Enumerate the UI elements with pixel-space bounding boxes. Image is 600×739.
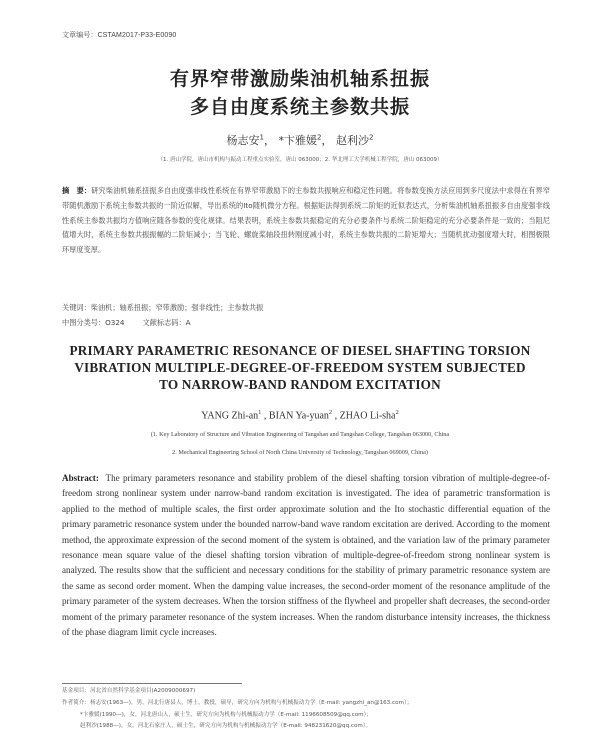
- title-en-line-1: PRIMARY PARAMETRIC RESONANCE OF DIESEL SHAFTING TORSION: [69, 343, 531, 358]
- footnote-author-2: *卞雅媛(1990—)，女，河北唐山人，硕士生，研究方向为机构与机械振动力学（E-mail: 1196608509@qq.com）；: [80, 711, 372, 718]
- author-zh-separator: ，: [264, 134, 279, 147]
- author-zh-1: 杨志安: [226, 134, 260, 147]
- footnote-fund: 基金项目：河北省自然科学基金项目(A2009000697): [62, 688, 196, 694]
- footnote-author-1: 作者简介：杨志安(1963—)，男，河北行唐县人，博士，教授，硕导，研究方向为机构与机械振动力学（E-mail: yangzhi_an@163.com）；: [62, 699, 413, 706]
- author-en-3: ZHAO Li-sha: [339, 410, 396, 422]
- clc-number: 中图分类号：O324: [62, 318, 125, 327]
- article-number: 文章编号：CSTAM2017-P33-E0090: [62, 32, 177, 39]
- abstract-en-label: Abstract:: [62, 473, 99, 483]
- author-en-3-affil-mark: 2: [395, 409, 399, 416]
- author-en-separator: ,: [261, 410, 269, 422]
- abstract-zh-label: 摘 要：: [62, 186, 92, 195]
- author-en-2-affil-mark: 2: [328, 409, 333, 416]
- keywords-zh-text: 柴油机；轴系扭振；窄带激励；强非线性；主参数共振: [90, 303, 264, 312]
- authors-zh: [0, 132, 600, 148]
- footnotes: [62, 686, 550, 733]
- affiliation-en-line-2: 2. Mechanical Engineering School of North China University of Technology, Tangshan 069009, China): [172, 449, 428, 456]
- abstract-zh: [62, 184, 550, 258]
- author-zh-separator: ，: [321, 134, 336, 147]
- author-en-1: YANG Zhi-an: [201, 410, 259, 422]
- title-zh-line-2: 多自由度系统主参数共振: [189, 96, 410, 118]
- author-en-separator: ,: [332, 410, 340, 422]
- abstract-en-text: The primary parameters resonance and stability problem of the diesel shafting torsion vibration of multiple-degree-of-freedom strong nonlinear system under narrow-band random excitation is investigated. The idea of parametric transformation is applied to the method of multiple scales, the first order approximate solution and the Ito stochastic differential equation of the primary parametric resonance system under the bounded narrow-band wave random excitation are derived. According to the moment method, the approximate expression of the second moment of the system is obtained, and the variation law of the primary parameter resonance mean square value of the diesel shafting torsion vibration of multiple-degree-of-freedom strong nonlinear system is analyzed. The results show that the sufficient and necessary conditions for the stability of primary parametric resonance system are the same as second order moment. When the damping value increases, the second-order moment of the resonance amplitude of the primary parameter of the system decreases. When the torsion stiffness of the flywheel and propeller shaft decreases, the second-order moment of the primary parameter resonance of the system increases. When the random disturbance intensity increases, the thickness of the phase diagram limit cycle increases.: [62, 473, 551, 638]
- author-zh-2: *卞雅媛: [278, 134, 318, 147]
- footnote-divider: [62, 683, 242, 684]
- author-en-2: BIAN Ya-yuan: [268, 410, 329, 422]
- author-zh-2-affil-mark: 2: [317, 133, 322, 142]
- keywords-zh-label: 关键词：: [62, 303, 91, 312]
- title-en-line-2: VIBRATION MULTIPLE-DEGREE-OF-FREEDOM SYSTEM SUBJECTED: [74, 360, 526, 375]
- classification-zh: [62, 318, 209, 328]
- document-code: 文献标志码：A: [142, 318, 191, 327]
- title-en-line-3: TO NARROW-BAND RANDOM EXCITATION: [159, 377, 441, 392]
- author-zh-1-affil-mark: 1: [259, 133, 265, 142]
- affiliation-en-line-1: (1. Key Laboratory of Structure and Vibration Engineering of Tangshan and Tangshan College, Tangshan 063000, China: [150, 431, 450, 438]
- footnote-author-3: 赵利沙(1988—)，女，河北石家庄人，硕士生，研究方向为机构与机械振动力学（E-mail: 948231620@qq.com）。: [80, 723, 372, 730]
- abstract-zh-text: 研究柴油机轴系扭振多自由度强非线性系统在有界窄带激励下的主参数共振响应和稳定性问题。将参数变换方法应用到多尺度法中求得在有界窄带随机激励下系统主参数共振的一阶近似解，导出系统的Ito随机微分方程。根据矩法得到系统二阶矩的近似表达式，分析柴油机轴系扭振多自由度强非线性系统主参数共振均方值响应随各参数的变化规律。结果表明，系统主参数共振稳定的充分必要条件与系统二阶矩稳定的充分必要条件是一致的；当阻尼值增大时，系统主参数共振振幅的二阶矩减小；当飞轮、螺旋桨轴段扭转刚度减小时，系统主参数共振的二阶矩增大；当随机扰动强度增大时，相图极限环厚度变厚。: [62, 186, 550, 255]
- author-zh-3: 赵利沙: [335, 134, 369, 147]
- author-zh-3-affil-mark: 2: [368, 133, 374, 142]
- title-zh-line-1: 有界窄带激励柴油机轴系扭振: [169, 68, 430, 90]
- affiliation-zh: （1. 唐山学院，唐山市机构与振动工程重点实验室，唐山 063000；2. 华北理工大学机械工程学院，唐山 063009）: [157, 157, 443, 163]
- authors-en: [0, 409, 600, 421]
- author-en-1-affil-mark: 1: [258, 409, 262, 416]
- keywords-zh: [62, 303, 263, 313]
- abstract-en: [62, 471, 550, 640]
